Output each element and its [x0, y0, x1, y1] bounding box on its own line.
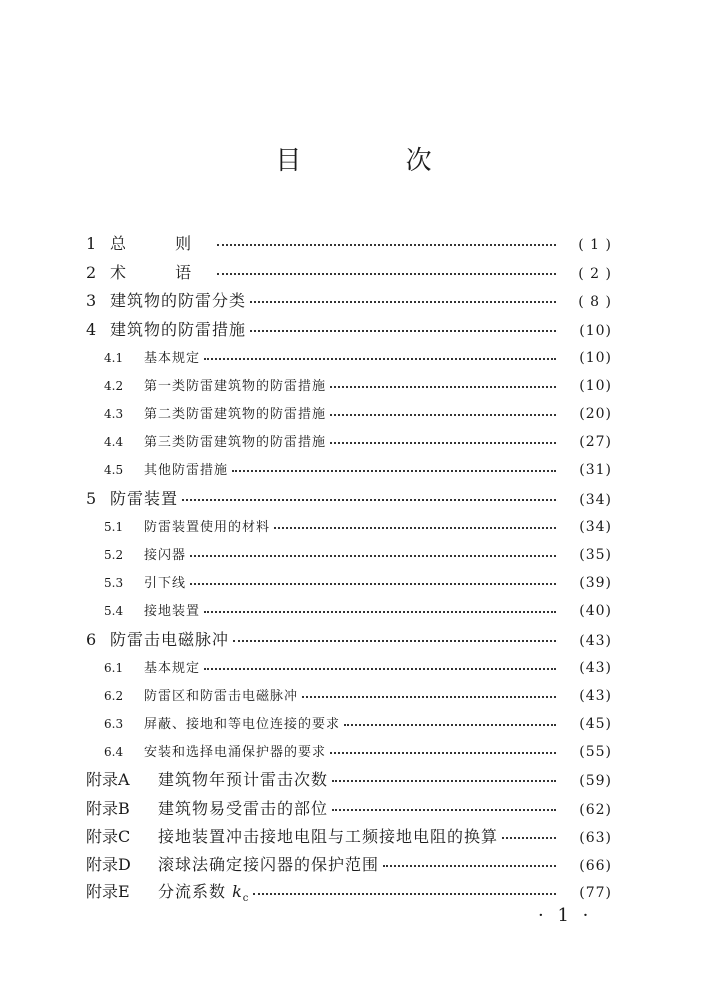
toc-entry-appendix-e[interactable] [86, 879, 612, 904]
toc-page-number: (10) [579, 323, 612, 339]
toc-title: 安装和选择电涌保护器的要求 [144, 745, 327, 760]
toc-page-number: (31) [579, 462, 612, 478]
toc-page-number: ( 8 ) [578, 294, 612, 310]
dot-leader [344, 723, 556, 726]
dot-leader [190, 582, 556, 585]
toc-page-number: (63) [579, 830, 612, 846]
toc-page-number: (20) [579, 406, 612, 422]
variable-subscript: c [242, 893, 250, 905]
toc-page-number: ( 2 ) [578, 266, 612, 282]
toc-title: 基本规定 [144, 661, 201, 676]
toc-number: 6.1 [104, 661, 124, 675]
toc-entry-appendix-a[interactable] [86, 767, 612, 790]
toc-entry-6-4[interactable] [104, 741, 612, 760]
toc-title: 总 则 [110, 234, 214, 253]
toc-number: 4 [86, 320, 97, 339]
dot-leader [502, 836, 556, 839]
toc-page-number: (59) [579, 773, 612, 789]
dot-leader [182, 498, 556, 501]
toc-page-number: (39) [579, 575, 612, 591]
toc-entry-appendix-b[interactable] [86, 796, 612, 819]
dot-leader [204, 610, 556, 613]
toc-entry-3[interactable] [86, 288, 612, 311]
toc-page-number: (27) [579, 434, 612, 450]
toc-entry-appendix-d[interactable] [86, 852, 612, 875]
toc-page-number: (10) [579, 350, 612, 366]
toc-entry-6[interactable] [86, 627, 612, 650]
dot-leader [250, 300, 556, 303]
toc-entry-2[interactable] [86, 260, 612, 283]
toc-page-number: ( 1 ) [578, 237, 612, 253]
page-number: · 1 · [538, 905, 593, 926]
dot-leader [332, 779, 556, 782]
toc-page-number: (55) [579, 744, 612, 760]
toc-entry-6-2[interactable] [104, 685, 612, 704]
toc-title: 建筑物年预计雷击次数 [158, 770, 329, 789]
dot-leader [383, 864, 556, 867]
toc-entry-5-2[interactable] [104, 544, 612, 563]
toc-number: 4.2 [104, 379, 124, 393]
toc-title: 术 语 [110, 263, 214, 282]
toc-entry-5-4[interactable] [104, 600, 612, 619]
page-title: 目 次 [275, 146, 480, 176]
toc-number: 6.4 [104, 745, 124, 759]
toc-page-number: (34) [579, 492, 612, 508]
dot-leader [204, 667, 556, 670]
toc-page-number: (45) [579, 716, 612, 732]
dot-leader [217, 272, 556, 275]
toc-number: 5.2 [104, 548, 124, 562]
toc-title: 引下线 [144, 576, 187, 591]
dot-leader [332, 808, 556, 811]
toc-title: 其他防雷措施 [144, 463, 229, 478]
toc-entry-4-4[interactable] [104, 431, 612, 450]
toc-number: 5.3 [104, 576, 124, 590]
toc-entry-1[interactable] [86, 231, 612, 254]
toc-entry-5[interactable] [86, 486, 612, 509]
toc-page-number: (77) [579, 885, 612, 901]
dot-leader [233, 639, 556, 642]
toc-page-number: (62) [579, 802, 612, 818]
toc-number: 附录E [86, 882, 130, 901]
toc-number: 4.1 [104, 351, 124, 365]
toc-entry-4-1[interactable] [104, 347, 612, 366]
toc-number: 4.3 [104, 407, 124, 421]
toc-title-text: 分流系数 [158, 882, 233, 901]
toc-title: 基本规定 [144, 351, 201, 366]
toc-number: 附录A [86, 770, 130, 789]
dot-leader [330, 441, 556, 444]
toc-number: 6 [86, 630, 97, 649]
toc-entry-4[interactable] [86, 317, 612, 340]
toc-title: 防雷装置 [110, 489, 179, 508]
toc-page-number: (43) [579, 688, 612, 704]
toc-page-number: (43) [579, 633, 612, 649]
dot-leader [302, 695, 556, 698]
toc-number: 附录B [86, 799, 130, 818]
toc-title: 防雷装置使用的材料 [144, 520, 271, 535]
toc-page-number: (43) [579, 660, 612, 676]
toc-number: 1 [86, 234, 97, 253]
dot-leader [330, 751, 556, 754]
dot-leader [217, 243, 556, 246]
toc-number: 5 [86, 489, 97, 508]
toc-title: 建筑物易受雷击的部位 [158, 799, 329, 818]
dot-leader [232, 469, 556, 472]
toc-entry-5-1[interactable] [104, 516, 612, 535]
dot-leader [190, 554, 556, 557]
dot-leader [330, 413, 556, 416]
toc-title: 第三类防雷建筑物的防雷措施 [144, 435, 327, 450]
toc-page-number: (40) [579, 603, 612, 619]
toc-number: 2 [86, 263, 97, 282]
toc-number: 附录D [86, 855, 131, 874]
variable-k: k [232, 882, 243, 901]
toc-page-number: (35) [579, 547, 612, 563]
toc-title [158, 879, 249, 904]
toc-entry-4-2[interactable] [104, 375, 612, 394]
toc-number: 5.4 [104, 604, 124, 618]
toc-entry-4-5[interactable] [104, 459, 612, 478]
toc-title: 接闪器 [144, 548, 187, 563]
toc-number: 6.2 [104, 689, 124, 703]
dot-leader [274, 526, 556, 529]
toc-title: 建筑物的防雷措施 [110, 320, 247, 339]
dot-leader [204, 357, 556, 360]
dot-leader [250, 329, 556, 332]
toc-number: 4.4 [104, 435, 124, 449]
toc-entry-6-3[interactable] [104, 713, 612, 732]
toc-entry-appendix-c[interactable] [86, 824, 612, 847]
toc-title: 接地装置 [144, 604, 201, 619]
toc-entry-5-3[interactable] [104, 572, 612, 591]
toc-number: 3 [86, 291, 97, 310]
toc-title: 防雷区和防雷击电磁脉冲 [144, 689, 299, 704]
toc-title: 第二类防雷建筑物的防雷措施 [144, 407, 327, 422]
toc-entry-6-1[interactable] [104, 657, 612, 676]
toc-title: 接地装置冲击接地电阻与工频接地电阻的换算 [158, 827, 499, 846]
toc-entry-4-3[interactable] [104, 403, 612, 422]
dot-leader [253, 892, 556, 895]
toc-title: 滚球法确定接闪器的保护范围 [158, 855, 380, 874]
toc-title: 屏蔽、接地和等电位连接的要求 [144, 717, 341, 732]
toc-number: 4.5 [104, 463, 124, 477]
toc-title: 第一类防雷建筑物的防雷措施 [144, 379, 327, 394]
toc-title: 防雷击电磁脉冲 [110, 630, 230, 649]
toc-number: 附录C [86, 827, 131, 846]
toc-title: 建筑物的防雷分类 [110, 291, 247, 310]
toc-number: 6.3 [104, 717, 124, 731]
toc-number: 5.1 [104, 520, 124, 534]
toc-page-number: (66) [579, 858, 612, 874]
dot-leader [330, 385, 556, 388]
toc-page-number: (34) [579, 519, 612, 535]
toc-page-number: (10) [579, 378, 612, 394]
